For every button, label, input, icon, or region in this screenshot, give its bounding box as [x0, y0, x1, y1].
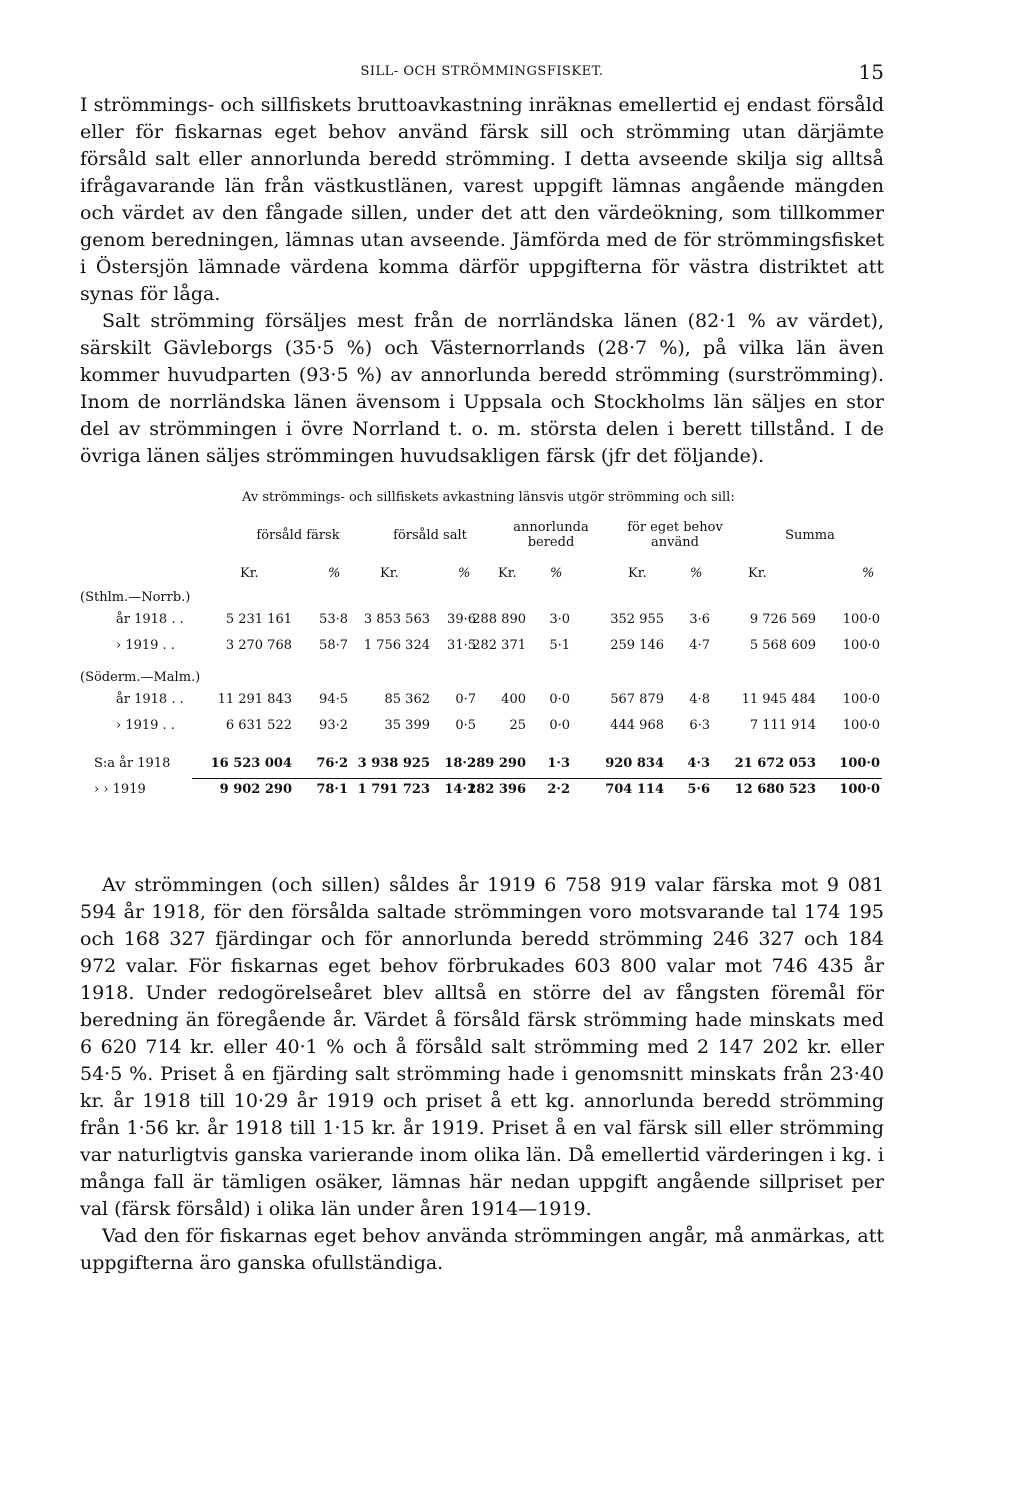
paragraph-1: I strömmings- och sillfiskets bruttoavkastning inräknas emellertid ej endast försåld eller för fiskarnas eget behov använd färsk sill och strömming utan därjämte försåld salt eller annorlunda beredd strömming. I detta avseende skilja sig alltså ifrågavarande län från västkustlänen, varest uppgift lämnas angående mängden och värdet av den fångade sillen, under det att den värdeökning, som tillkommer genom beredningen, lämnas utan avseende. Jämförda med de för strömmingsfisket i Östersjön lämnade värdena komma därför uppgifterna för västra distriktet att synas för låga.: [80, 94, 884, 305]
table-cell: 0·0: [549, 718, 570, 733]
table-cell: 4·8: [689, 692, 710, 707]
sum-rule: [192, 778, 882, 779]
group-label: (Söderm.—Malm.): [80, 670, 201, 685]
table-cell: 21 672 053: [734, 756, 816, 771]
unit-label: Kr.: [628, 566, 647, 581]
table-cell: 100·0: [839, 782, 880, 797]
paragraph-2: Salt strömming försäljes mest från de norrländska länen (82·1 % av värdet), särskilt Gävleborgs (35·5 %) och Västernorrlands (28·7 %), på vilka län även kommer huvudparten (93·5 %) av annorlunda beredd strömming (surströmming). Inom de norrländska länen ävensom i Uppsala och Stockholms län säljes en stor del av strömmingen i övre Norrland t. o. m. största delen i berett tillstånd. I de övriga länen säljes strömmingen huvudsakligen färsk (jfr det följande).: [80, 310, 884, 467]
table-cell: 5·1: [549, 638, 570, 653]
paragraph-4: Vad den för fiskarnas eget behov använda strömmingen angår, må anmärkas, att uppgifterna äro ganska ofullständiga.: [80, 1225, 884, 1274]
table-cell: 1 791 723: [357, 782, 430, 797]
table-cell: 3 270 768: [225, 638, 292, 653]
table-cell: 9 902 290: [219, 782, 292, 797]
row-label: år 1918 . .: [116, 612, 184, 627]
table-cell: 7 111 914: [749, 718, 816, 733]
table-cell: 18·2: [444, 756, 476, 771]
table-cell: 400: [501, 692, 526, 707]
table-cell: 53·8: [319, 612, 348, 627]
table-cell: 288 890: [472, 612, 526, 627]
table-cell: 76·2: [316, 756, 348, 771]
table-cell: 25: [509, 718, 526, 733]
table-cell: 35 399: [384, 718, 430, 733]
table-cell: 704 114: [605, 782, 664, 797]
column-header: [380, 528, 480, 543]
table-cell: 100·0: [842, 718, 880, 733]
table-cell: 3 938 925: [357, 756, 430, 771]
table-cell: 94·5: [319, 692, 348, 707]
table-caption: Av strömmings- och sillfiskets avkastning länsvis utgör strömming och sill:: [242, 490, 735, 505]
table-cell: 5 568 609: [749, 638, 816, 653]
column-header-line1: försåld färsk: [256, 528, 340, 543]
unit-label: Kr.: [498, 566, 517, 581]
table-cell: 444 968: [610, 718, 664, 733]
unit-label: %: [550, 566, 563, 581]
column-header: [620, 520, 730, 550]
table-cell: 4·3: [687, 756, 710, 771]
table-cell: 4·7: [689, 638, 710, 653]
table-cell: 14·1: [444, 782, 476, 797]
document-page: [80, 60, 884, 1277]
table-cell: 85 362: [384, 692, 430, 707]
table-row: [80, 718, 884, 744]
table-cell: 289 290: [467, 756, 526, 771]
table-cell: 16 523 004: [210, 756, 292, 771]
fish-revenue-table: [80, 490, 884, 846]
table-cell: 100·0: [842, 638, 880, 653]
table-cell: 31·5: [447, 638, 476, 653]
unit-label: %: [328, 566, 341, 581]
table-cell: 100·0: [839, 756, 880, 771]
table-cell: 11 291 843: [217, 692, 292, 707]
table-cell: 12 680 523: [734, 782, 816, 797]
table-cell: 282 371: [472, 638, 526, 653]
unit-label: %: [862, 566, 875, 581]
table-cell: 0·0: [549, 692, 570, 707]
table-cell: 567 879: [610, 692, 664, 707]
table-row: [80, 638, 884, 664]
table-cell: 0·7: [455, 692, 476, 707]
table-cell: 2·2: [547, 782, 570, 797]
table-cell: 352 955: [610, 612, 664, 627]
column-header: [498, 520, 604, 550]
table-cell: 1·3: [547, 756, 570, 771]
table-cell: 11 945 484: [741, 692, 816, 707]
column-header-line1: försåld salt: [393, 528, 467, 543]
group-label: (Sthlm.—Norrb.): [80, 590, 191, 605]
unit-label: Kr.: [380, 566, 399, 581]
table-row: [80, 612, 884, 638]
unit-label: %: [458, 566, 471, 581]
table-cell: 6 631 522: [225, 718, 292, 733]
table-row: [80, 692, 884, 718]
unit-label: Kr.: [748, 566, 767, 581]
column-header-line1: för eget behov: [627, 520, 723, 535]
table-cell: 0·5: [455, 718, 476, 733]
table-cell: 6·3: [689, 718, 710, 733]
table-cell: 58·7: [319, 638, 348, 653]
table-cell: 259 146: [610, 638, 664, 653]
column-header-line1: Summa: [785, 528, 835, 543]
running-title: SILL- OCH STRÖMMINGSFISKET.: [360, 64, 604, 79]
running-head: [80, 60, 884, 92]
table-cell: 39·6: [447, 612, 476, 627]
table-cell: 100·0: [842, 692, 880, 707]
table-cell: 78·1: [316, 782, 348, 797]
paragraph-3: Av strömmingen (och sillen) såldes år 1919 6 758 919 valar färska mot 9 081 594 år 1918, för den försålda saltade strömmingen voro motsvarande tal 174 195 och 168 327 fjärdingar och för annorlunda beredd strömming 246 327 och 184 972 valar. För fiskarnas eget behov förbrukades 603 800 valar mot 746 435 år 1918. Under redogörelseåret blev alltså en större del av fångsten föremål för beredning än föregående år. Värdet å försåld färsk strömming hade minskats med 6 620 714 kr. eller 40·1 % och å försåld salt strömming med 2 147 202 kr. eller 54·5 %. Priset å en fjärding salt strömming hade i genomsnitt minskats från 23·40 kr. år 1918 till 10·29 år 1919 och priset å ett kg. annorlunda beredd strömming från 1·56 kr. år 1918 till 1·15 kr. år 1919. Priset å en val färsk sill eller strömming var naturligtvis ganska varierande inom olika län. Då emellertid värderingen i kg. i många fall är tämligen osäker, lämnas här nedan uppgift angående sillpriset per val (färsk försåld) i olika län under åren 1914—1919.: [80, 874, 884, 1220]
row-label: S:a år 1918: [94, 756, 171, 771]
table-row: [80, 782, 884, 808]
table-cell: 5 231 161: [225, 612, 292, 627]
table-cell: 1 756 324: [363, 638, 430, 653]
row-label: › › 1919: [94, 782, 146, 797]
row-label: › 1919 . .: [116, 718, 175, 733]
row-label: år 1918 . .: [116, 692, 184, 707]
unit-label: %: [690, 566, 703, 581]
column-header: [760, 528, 860, 543]
table-cell: 3·6: [689, 612, 710, 627]
table-cell: 9 726 569: [749, 612, 816, 627]
column-header-line2: använd: [651, 535, 699, 550]
table-cell: 920 834: [605, 756, 664, 771]
table-cell: 100·0: [842, 612, 880, 627]
table-cell: 5·6: [687, 782, 710, 797]
unit-label: Kr.: [240, 566, 259, 581]
column-header-line2: beredd: [527, 535, 575, 550]
table-cell: 3 853 563: [363, 612, 430, 627]
table-cell: 93·2: [319, 718, 348, 733]
table-cell: 282 396: [467, 782, 526, 797]
page-number: 15: [858, 60, 884, 84]
column-header-line1: annorlunda: [513, 520, 589, 535]
column-header: [240, 528, 356, 543]
table-cell: 3·0: [549, 612, 570, 627]
row-label: › 1919 . .: [116, 638, 175, 653]
